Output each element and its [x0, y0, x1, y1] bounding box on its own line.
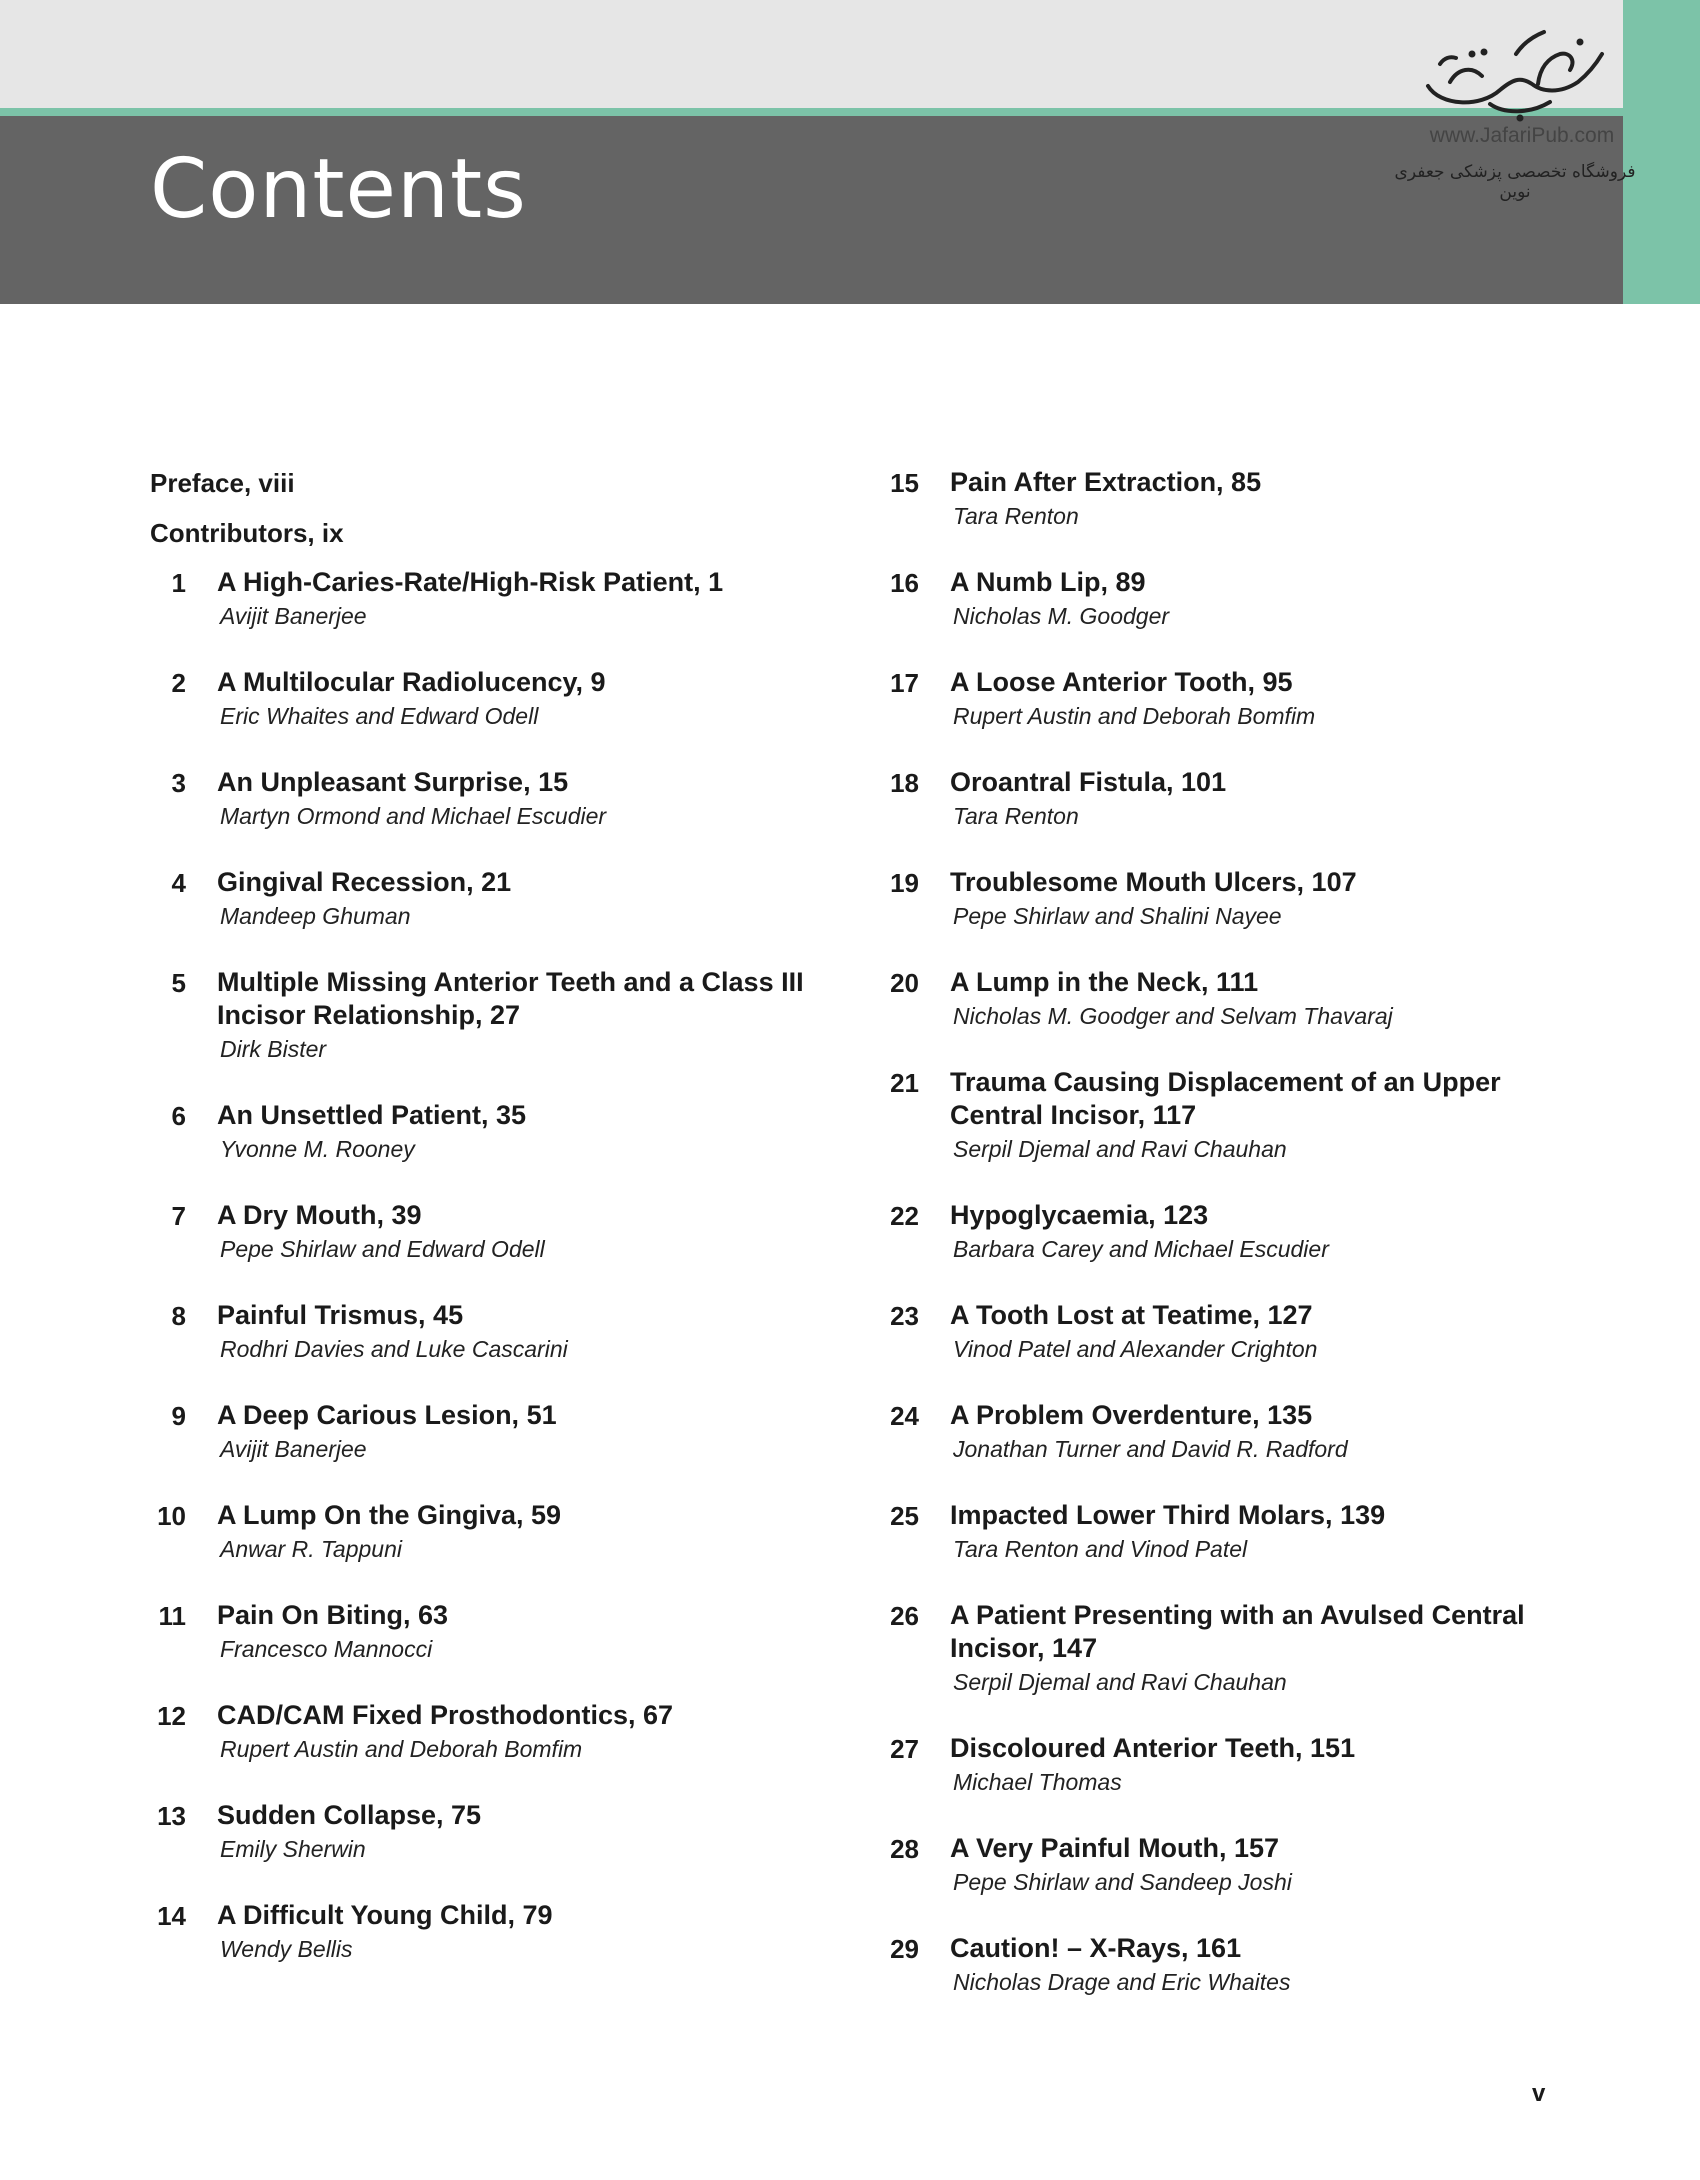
chapter-authors: Mandeep Ghuman [220, 903, 411, 929]
chapter-number: 18 [890, 768, 919, 798]
chapter-number: 7 [171, 1201, 186, 1231]
chapter-authors: Avijit Banerjee [220, 603, 367, 629]
chapter-number: 23 [890, 1301, 919, 1331]
publisher-logo-icon [1420, 24, 1610, 124]
chapter-authors: Francesco Mannocci [220, 1636, 433, 1662]
chapter-title: Pain On Biting, 63 [217, 1600, 449, 1630]
contents-right-column [883, 466, 1583, 2032]
chapter-number: 4 [171, 868, 186, 898]
chapter-authors: Nicholas M. Goodger [953, 603, 1170, 629]
chapter-authors: Martyn Ormond and Michael Escudier [220, 803, 607, 829]
toc-entry[interactable] [883, 1832, 1583, 1932]
toc-entry[interactable] [150, 1899, 850, 1999]
toc-entry[interactable] [150, 1699, 850, 1799]
publisher-url: www.JafariPub.com [1429, 124, 1615, 147]
chapter-number: 12 [157, 1701, 186, 1731]
chapter-number: 17 [890, 668, 919, 698]
chapter-authors: Yvonne M. Rooney [220, 1136, 415, 1162]
chapter-authors: Tara Renton [953, 803, 1079, 829]
chapter-title: Painful Trismus, 45 [217, 1300, 464, 1330]
chapter-title: A Lump On the Gingiva, 59 [217, 1500, 562, 1530]
chapter-authors: Anwar R. Tappuni [220, 1536, 402, 1562]
chapter-title: Discoloured Anterior Teeth, 151 [950, 1733, 1356, 1763]
chapter-authors: Pepe Shirlaw and Edward Odell [220, 1236, 545, 1262]
chapter-title: A Multilocular Radiolucency, 9 [217, 667, 606, 697]
toc-entry[interactable] [150, 1499, 850, 1599]
chapter-authors: Wendy Bellis [220, 1936, 353, 1962]
chapter-authors: Jonathan Turner and David R. Radford [953, 1436, 1348, 1462]
toc-entry[interactable] [150, 1199, 850, 1299]
toc-entry[interactable] [150, 766, 850, 866]
chapter-number: 28 [890, 1834, 919, 1864]
chapter-number: 11 [158, 1601, 186, 1631]
chapter-title: A Loose Anterior Tooth, 95 [950, 667, 1293, 697]
toc-entry[interactable] [150, 666, 850, 766]
chapter-title: Gingival Recession, 21 [217, 867, 512, 897]
chapter-title: Sudden Collapse, 75 [217, 1800, 482, 1830]
chapter-authors: Rupert Austin and Deborah Bomfim [953, 703, 1316, 729]
toc-entry[interactable] [150, 966, 850, 1099]
chapter-title: A Problem Overdenture, 135 [950, 1400, 1313, 1430]
chapter-number: 24 [890, 1401, 919, 1431]
toc-entry[interactable] [883, 666, 1583, 766]
chapter-number: 27 [890, 1734, 919, 1764]
chapter-title: Pain After Extraction, 85 [950, 467, 1262, 497]
chapter-number: 26 [890, 1601, 919, 1631]
page-title: Contents [150, 142, 527, 237]
chapter-title: CAD/CAM Fixed Prosthodontics, 67 [217, 1700, 674, 1730]
chapter-number: 13 [157, 1801, 186, 1831]
chapter-authors: Barbara Carey and Michael Escudier [953, 1236, 1329, 1262]
chapter-authors: Emily Sherwin [220, 1836, 366, 1862]
chapter-title: A Dry Mouth, 39 [217, 1200, 422, 1230]
chapter-number: 5 [171, 968, 186, 998]
front-matter [150, 466, 850, 550]
chapter-number: 3 [171, 768, 186, 798]
chapter-title: Caution! – X-Rays, 161 [950, 1933, 1242, 1963]
contents-left-column [150, 466, 850, 1999]
chapter-authors: Rupert Austin and Deborah Bomfim [220, 1736, 583, 1762]
toc-entry[interactable] [883, 1199, 1583, 1299]
chapter-title: Impacted Lower Third Molars, 139 [950, 1500, 1386, 1530]
toc-entry[interactable] [883, 766, 1583, 866]
chapter-number: 22 [890, 1201, 919, 1231]
toc-entry[interactable] [150, 1299, 850, 1399]
page-number: v [1532, 2080, 1546, 2107]
toc-entry[interactable] [883, 1732, 1583, 1832]
toc-entry[interactable] [150, 866, 850, 966]
toc-entry[interactable] [883, 966, 1583, 1066]
chapter-number: 25 [890, 1501, 919, 1531]
toc-entry[interactable] [150, 1399, 850, 1499]
chapter-number: 2 [171, 668, 186, 698]
chapter-number: 21 [890, 1068, 919, 1098]
chapter-title: Multiple Missing Anterior Teeth and a Class III Incisor Relationship, 27 [217, 967, 804, 1030]
chapter-title: A High-Caries-Rate/High-Risk Patient, 1 [217, 567, 724, 597]
front-matter-item[interactable]: Contributors, ix [150, 518, 344, 548]
toc-entry[interactable] [150, 1099, 850, 1199]
toc-entry[interactable] [883, 566, 1583, 666]
toc-entry[interactable] [883, 1599, 1583, 1732]
chapter-authors: Dirk Bister [220, 1036, 327, 1062]
chapter-authors: Pepe Shirlaw and Shalini Nayee [953, 903, 1282, 929]
chapter-number: 9 [171, 1401, 186, 1431]
chapter-title: Trauma Causing Displacement of an Upper Central Incisor, 117 [950, 1067, 1501, 1130]
chapter-number: 8 [171, 1301, 186, 1331]
chapter-title: A Deep Carious Lesion, 51 [217, 1400, 557, 1430]
toc-entry[interactable] [883, 866, 1583, 966]
chapter-authors: Vinod Patel and Alexander Crighton [953, 1336, 1318, 1362]
chapter-number: 6 [171, 1101, 186, 1131]
chapter-authors: Rodhri Davies and Luke Cascarini [220, 1336, 568, 1362]
toc-entry[interactable] [883, 1066, 1583, 1199]
chapter-title: Hypoglycaemia, 123 [950, 1200, 1209, 1230]
chapter-title: A Patient Presenting with an Avulsed Central Incisor, 147 [950, 1600, 1525, 1663]
chapter-title: A Lump in the Neck, 111 [950, 967, 1259, 997]
chapter-title: A Tooth Lost at Teatime, 127 [950, 1300, 1313, 1330]
chapter-authors: Serpil Djemal and Ravi Chauhan [953, 1669, 1287, 1695]
chapter-authors: Tara Renton [953, 503, 1079, 529]
chapter-number: 15 [890, 468, 919, 498]
chapter-number: 1 [171, 568, 186, 598]
chapter-title: An Unsettled Patient, 35 [217, 1100, 527, 1130]
chapter-number: 16 [890, 568, 919, 598]
toc-entry[interactable] [150, 1599, 850, 1699]
publisher-subtitle: فروشگاه تخصصی پزشکی جعفری نوین [1394, 162, 1636, 202]
chapter-authors: Michael Thomas [953, 1769, 1122, 1795]
toc-entry[interactable] [883, 1299, 1583, 1399]
toc-entry[interactable] [150, 1799, 850, 1899]
chapter-authors: Eric Whaites and Edward Odell [220, 703, 539, 729]
chapter-authors: Nicholas Drage and Eric Whaites [953, 1969, 1291, 1995]
front-matter-item[interactable]: Preface, viii [150, 468, 295, 498]
chapter-title: A Very Painful Mouth, 157 [950, 1833, 1280, 1863]
chapter-title: A Numb Lip, 89 [950, 567, 1146, 597]
chapter-number: 10 [157, 1501, 186, 1531]
toc-entry[interactable] [150, 566, 850, 666]
chapter-number: 14 [157, 1901, 186, 1931]
chapter-number: 29 [890, 1934, 919, 1964]
toc-entry[interactable] [883, 466, 1583, 566]
accent-strip [1623, 0, 1700, 304]
chapter-number: 20 [890, 968, 919, 998]
chapter-title: An Unpleasant Surprise, 15 [217, 767, 569, 797]
accent-line [0, 108, 1623, 116]
chapter-authors: Pepe Shirlaw and Sandeep Joshi [953, 1869, 1292, 1895]
chapter-title: A Difficult Young Child, 79 [217, 1900, 553, 1930]
toc-entry[interactable] [883, 1932, 1583, 2032]
toc-entry[interactable] [883, 1499, 1583, 1599]
chapter-authors: Tara Renton and Vinod Patel [953, 1536, 1248, 1562]
chapter-number: 19 [890, 868, 919, 898]
top-band [0, 0, 1623, 108]
chapter-authors: Nicholas M. Goodger and Selvam Thavaraj [953, 1003, 1393, 1029]
chapter-authors: Avijit Banerjee [220, 1436, 367, 1462]
chapter-title: Troublesome Mouth Ulcers, 107 [950, 867, 1357, 897]
toc-entry[interactable] [883, 1399, 1583, 1499]
chapter-title: Oroantral Fistula, 101 [950, 767, 1227, 797]
chapter-authors: Serpil Djemal and Ravi Chauhan [953, 1136, 1287, 1162]
